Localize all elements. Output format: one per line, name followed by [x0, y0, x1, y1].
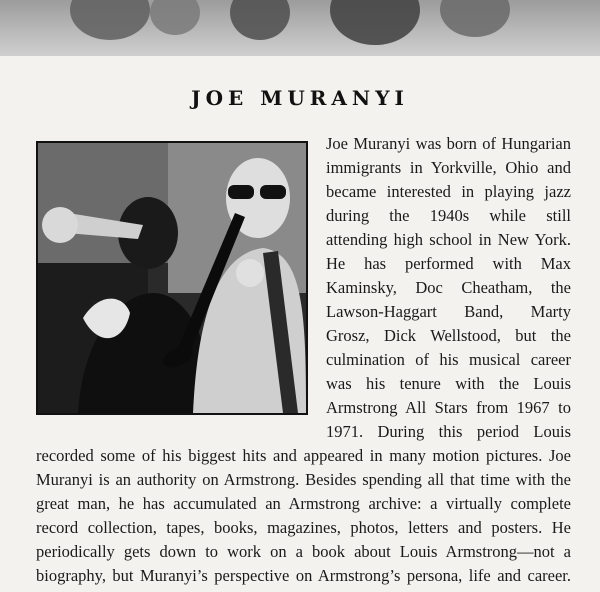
photo-image [38, 143, 306, 413]
body-text-line: record collection, tapes, books, magazines, photos, letters and posters. He [36, 518, 571, 537]
side-text-line: Armstrong All Stars from 1967 to [326, 398, 571, 417]
top-photo-strip [0, 0, 600, 56]
armstrong-muranyi-photo [36, 141, 308, 415]
side-text-line: Lawson-Haggart Band, Marty [326, 302, 571, 321]
page-title: JOE MURANYI [191, 86, 409, 110]
side-text-line: immigrants in Yorkville, Ohio and [326, 158, 571, 177]
side-text-line: was his tenure with the Louis [326, 374, 571, 393]
side-text-line: Kaminsky, Doc Cheatham, the [326, 278, 571, 297]
side-text-line: became interested in playing jazz [326, 182, 571, 201]
body-text-line: biography, but Muranyi’s perspective on Armstrong’s persona, life and career. [36, 566, 571, 585]
body-text-line: Muranyi is an authority on Armstrong. Besides spending all that time with the [36, 470, 571, 489]
body-text-line: great man, he has accumulated an Armstrong archive: a virtually complete [36, 494, 571, 513]
side-text-line: Grosz, Dick Wellstood, but the [326, 326, 571, 345]
body-text-line: recorded some of his biggest hits and appeared in many motion pictures. Joe [36, 446, 571, 465]
side-text-line: during the 1940s while still [326, 206, 571, 225]
side-text-line: culmination of his musical career [326, 350, 571, 369]
side-text-line: Joe Muranyi was born of Hungarian [326, 134, 571, 153]
body-text-line: periodically gets down to work on a book about Louis Armstrong—not a [36, 542, 571, 561]
side-text-line: 1971. During this period Louis [326, 422, 571, 441]
side-text-line: He has performed with Max [326, 254, 571, 273]
side-text-line: attending high school in New York. [326, 230, 571, 249]
